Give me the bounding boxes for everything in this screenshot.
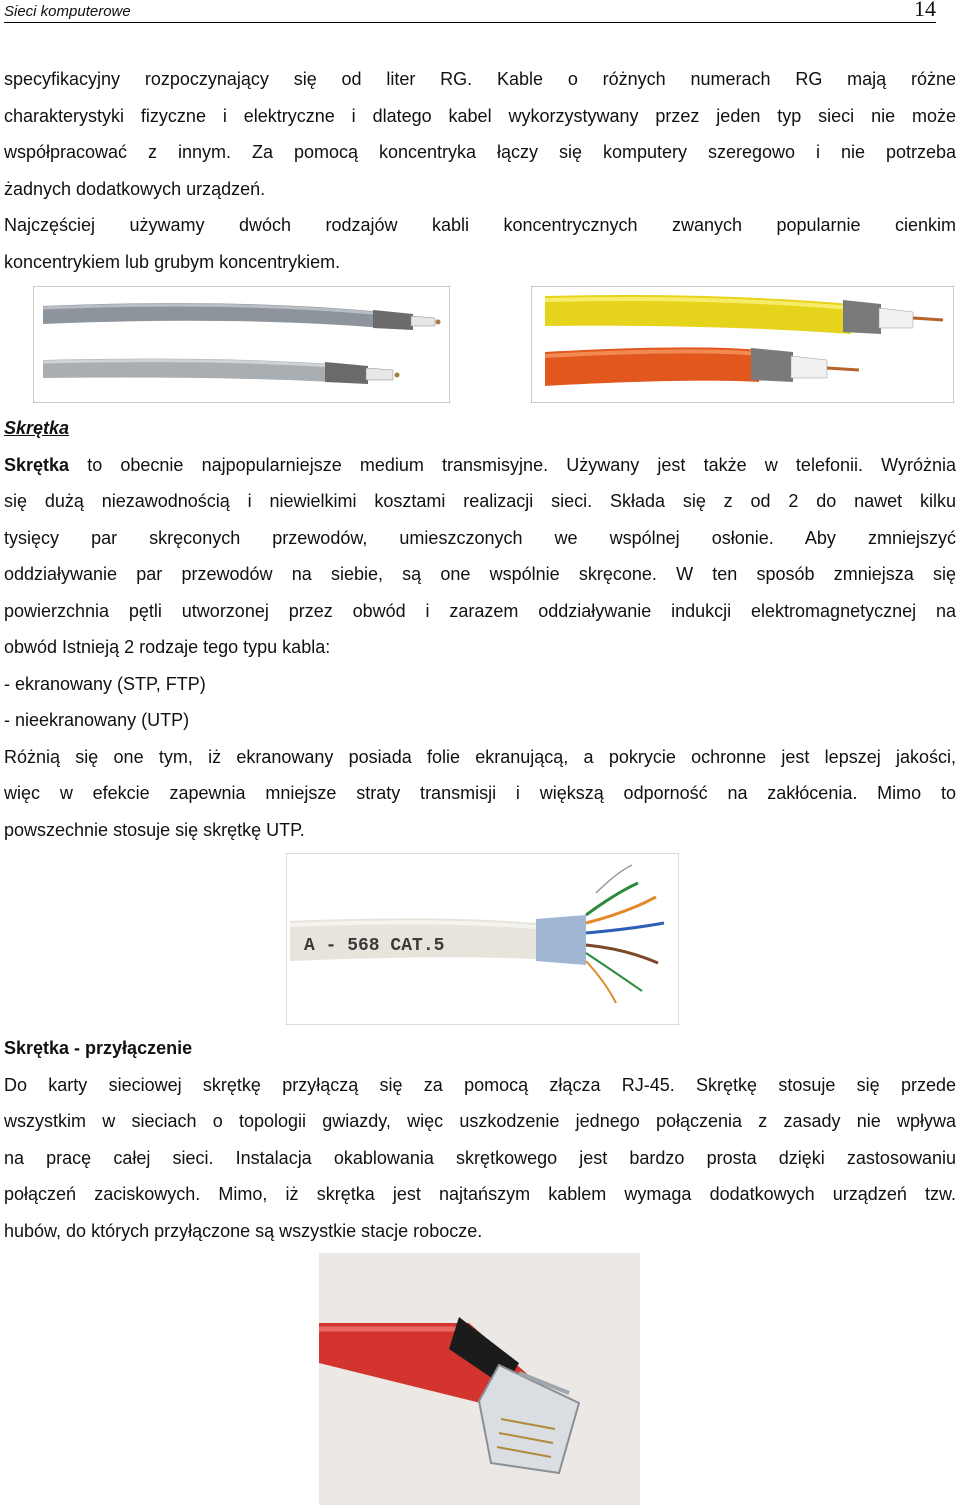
text-line: koncentrykiem lub grubym koncentrykiem. <box>4 251 341 272</box>
coaxial-cable-yellow-orange-photo <box>531 286 954 403</box>
section-heading: Skrętka <box>4 418 70 438</box>
text-line: Do karty sieciowej skrętkę przyłączą się za pomocą złącza RJ-45. Skrętkę stosuje się przede <box>4 1074 956 1095</box>
text-line: powierzchnia pętli utworzonej przez obwód i zarazem oddziaływanie indukcji elektromagnetycznej na <box>4 600 956 621</box>
text-line: tysięcy par skręconych przewodów, umieszczonych we wspólnej osłonie. Aby zmniejszyć <box>4 527 956 548</box>
text-line: więc w efekcie zapewnia mniejsze straty transmisji i większą odporność na zakłócenia. Mimo to <box>4 783 956 803</box>
page-number: 14 <box>914 0 936 21</box>
text-line: powszechnie stosuje się skrętkę UTP. <box>4 819 305 840</box>
text-line <box>4 447 956 484</box>
text-line: obwód Istnieją 2 rodzaje tego typu kabla: <box>4 637 331 657</box>
bold-term: Skrętka <box>4 454 70 475</box>
page-header <box>4 0 936 23</box>
section-heading-line <box>4 1030 956 1067</box>
cable-print: A - 568 CAT.5 <box>304 936 445 956</box>
rj45-plug-photo <box>319 1253 640 1505</box>
twisted-pair-section <box>4 410 956 848</box>
text-line: oddziaływanie par przewodów na siebie, są one wspólnie skręcone. W ten sposób zmniejsza się <box>4 564 956 584</box>
text-line: na pracę całej sieci. Instalacja okablowania skrętkowego jest bardzo prosta dzięki zastosowaniu <box>4 1147 956 1168</box>
text-line: charakterystyki fizyczne i elektryczne i dlatego kabel wykorzystywany przez jeden typ sieci nie może <box>4 105 956 126</box>
cat5-cable-photo <box>286 853 679 1025</box>
text-line: wszystkim w sieciach o topologii gwiazdy, więc uszkodzenie jednego połączenia z zasady nie wpływa <box>4 1111 956 1131</box>
text-line: Różnią się one tym, iż ekranowany posiada folie ekranującą, a pokrycie ochronne jest lepszej jakości, <box>4 746 956 767</box>
coax-paragraph <box>4 61 956 280</box>
text-line: Najczęściej używamy dwóch rodzajów kabli koncentrycznych zwanych popularnie cienkim <box>4 215 956 235</box>
section-heading-underlined <box>4 410 956 447</box>
connection-section <box>4 1030 956 1249</box>
header-title: Sieci komputerowe <box>4 3 131 20</box>
list-item: - ekranowany (STP, FTP) <box>4 673 206 694</box>
text-line: się dużą niezawodnością i niewielkimi kosztami realizacji sieci. Składa się z od 2 do nawet kilku <box>4 491 956 511</box>
text-line: połączeń zaciskowych. Mimo, iż skrętka jest najtańszym kablem wymaga dodatkowych urządzeń tzw. <box>4 1184 956 1204</box>
text-fragment: to obecnie najpopularniejsze medium transmisyjne. Używany jest także w telefonii. Wyróżnia <box>69 454 956 475</box>
list-item: - nieekranowany (UTP) <box>4 710 190 730</box>
text-line: współpracować z innym. Za pomocą koncentryka łączy się komputery szeregowo i nie potrzeba <box>4 142 956 162</box>
text-line: żadnych dodatkowych urządzeń. <box>4 178 266 199</box>
text-line: hubów, do których przyłączone są wszystkie stacje robocze. <box>4 1220 483 1241</box>
section-heading: Skrętka - przyłączenie <box>4 1038 193 1058</box>
text-line: specyfikacyjny rozpoczynający się od liter RG. Kable o różnych numerach RG mają różne <box>4 69 956 89</box>
coaxial-cable-gray-photo <box>33 286 450 403</box>
